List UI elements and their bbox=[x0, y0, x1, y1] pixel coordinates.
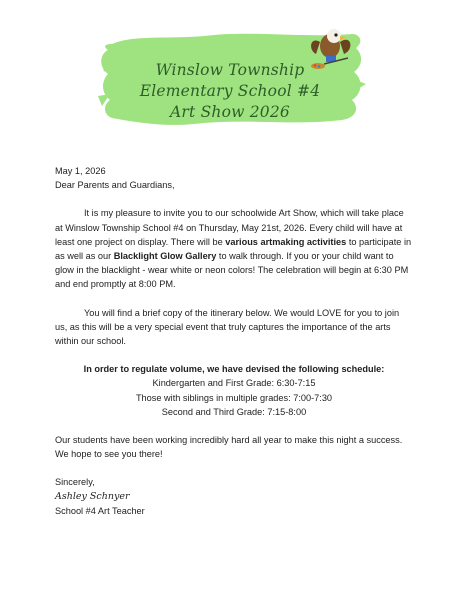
letter-body bbox=[55, 164, 413, 518]
signer-title: School #4 Art Teacher bbox=[55, 505, 145, 516]
p1-text-c: to participate in as well as our bbox=[55, 236, 412, 262]
banner-title bbox=[94, 60, 366, 123]
letter-date: May 1, 2026 bbox=[55, 166, 106, 176]
paragraph-closing-line-2: We hope to see you there! bbox=[55, 449, 163, 460]
p1-text-e: to walk through. If you or your child want to glow in the blacklight - wear white or neon colors! The celebration will begin at 6:30 PM and end promptly at 8:00 PM. bbox=[55, 251, 409, 290]
banner-title-line-2: Elementary School #4 bbox=[139, 82, 321, 100]
banner-title-line-1: Winslow Township bbox=[155, 61, 305, 79]
p1-text-a: It is my pleasure to invite you to our schoolwide Art Show, which will take place at Winslow Township School #4 on Thursday, May 21st, 2026. Every child will have at least one project on display. There will be bbox=[55, 208, 404, 247]
schedule-heading bbox=[55, 362, 413, 376]
schedule-list bbox=[55, 376, 413, 419]
schedule-heading-text: In order to regulate volume, we have devised the following schedule: bbox=[83, 364, 385, 375]
paragraph-invitation bbox=[55, 206, 413, 291]
banner-title-line-3: Art Show 2026 bbox=[170, 103, 290, 121]
letter-closing: Sincerely, bbox=[55, 477, 95, 488]
paragraph-closing-line-1: Our students have been working incredibly hard all year to make this night a success. bbox=[55, 435, 403, 446]
letter-salutation: Dear Parents and Guardians, bbox=[55, 180, 175, 191]
p1-bold-gallery: Blacklight Glow Gallery bbox=[113, 251, 217, 262]
schedule-item: Those with siblings in multiple grades: 7:00-7:30 bbox=[135, 392, 333, 403]
p1-bold-activities: various artmaking activities bbox=[225, 236, 347, 247]
schedule-item: Kindergarten and First Grade: 6:30-7:15 bbox=[152, 378, 316, 389]
paragraph-itinerary: You will find a brief copy of the itinerary below. We would LOVE for you to join us, as this will be a very special event that truly captures the importance of the arts within our school. bbox=[55, 307, 400, 347]
signature: Ashley Schnyer bbox=[55, 490, 130, 502]
header-banner bbox=[94, 14, 366, 136]
schedule-item: Second and Third Grade: 7:15-8:00 bbox=[161, 406, 307, 417]
